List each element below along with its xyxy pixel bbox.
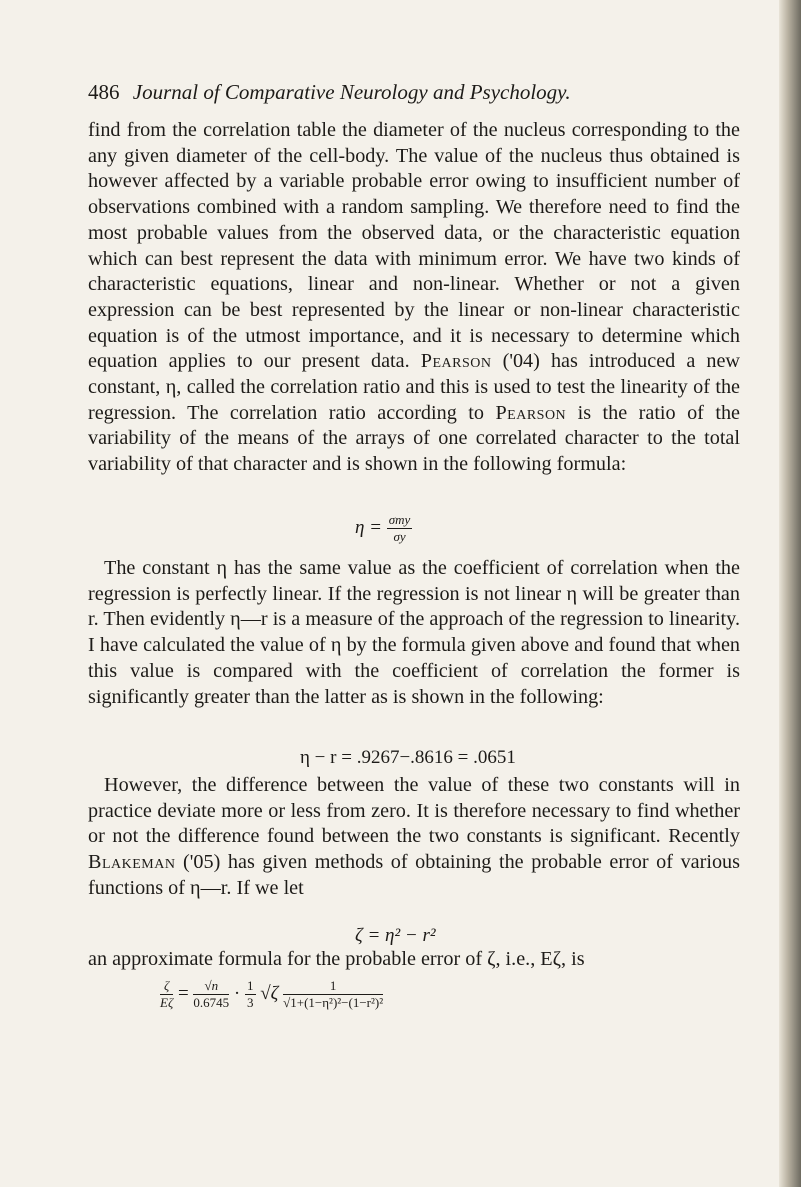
eq4-c-num: 1 — [247, 978, 254, 993]
paragraph-2: The constant η has the same value as the coefficient of correlation when the regression is perfectly linear. If the regression is not linear η will be greater than r. Then evidently η—r is a measure of the approach of the regression to linearity. I have calculated the value of η by the formula given above and found that when this value is compared with the coefficient of correlation the former is significantly greater than the latter as is shown in the following: — [88, 557, 740, 708]
page-number: 486 — [88, 80, 120, 104]
eq4-sqrt-zeta: √ζ — [260, 982, 279, 1004]
eq4-lhs-den: Eζ — [160, 995, 174, 1010]
eq4-e-num: 1 — [283, 978, 383, 995]
journal-title: Journal of Comparative Neurology and Psychology. — [132, 80, 571, 104]
eq4-equals: = — [177, 982, 189, 1004]
author-pearson-1: Pearson — [420, 350, 492, 373]
author-pearson-2: Pearson — [495, 401, 567, 424]
eq4-c-den: 3 — [247, 995, 254, 1010]
paragraph-3 — [88, 773, 740, 902]
eq1-numerator: σmy — [388, 512, 411, 527]
body-text-2 — [88, 556, 740, 710]
eq1-fraction — [387, 512, 413, 545]
eq1-denominator: σy — [393, 529, 406, 544]
eq4-dot: · — [233, 982, 241, 1004]
equation-zeta: ζ = η² − r² — [355, 925, 436, 946]
paragraph-3-text: However, the difference between the value of these two constants will in practice deviate more or less from zero. It is therefore necessary to find whether or not the difference found between the two constants is significant. Recently — [88, 774, 740, 848]
eq4-a-den: 0.6745 — [193, 995, 230, 1010]
eq4-lhs — [160, 978, 173, 1011]
body-text-4 — [88, 947, 740, 973]
eq4-a-num: √n — [193, 978, 229, 995]
equation-difference: η − r = .9267−.8616 = .0651 — [300, 747, 516, 768]
paragraph-1 — [88, 118, 740, 478]
eq1-lhs: η = — [355, 516, 382, 538]
body-text-1 — [88, 118, 740, 478]
eq4-lhs-num: ζ — [160, 978, 173, 995]
page-edge-shadow — [779, 0, 801, 1187]
eq4-term-a — [193, 978, 229, 1011]
body-text-3 — [88, 773, 740, 902]
paragraph-4: an approximate formula for the probable error of ζ, i.e., Eζ, is — [88, 948, 585, 970]
eq4-term-e — [283, 978, 383, 1011]
eq4-term-c — [245, 978, 256, 1011]
running-header — [88, 80, 708, 105]
paragraph-1-cont-2: is the ratio of the variability of the means of the arrays of one correlated character to the total variability of that character and is shown in the following formula: — [88, 401, 741, 476]
paragraph-1-cont: ('04) has introduced a new constant, η, called the correlation ratio and this is used to test the linearity of the regression. The correlation ratio according to — [88, 350, 741, 424]
author-blakeman: Blakeman — [88, 851, 176, 874]
equation-probable-error — [160, 978, 383, 1011]
paragraph-3-cont: ('05) has given methods of obtaining the probable error of various functions of η—r. If we let — [88, 851, 740, 899]
eq4-e-den: √1+(1−η²)²−(1−r²)² — [283, 995, 384, 1010]
equation-eta — [355, 512, 412, 545]
paragraph-1-text: find from the correlation table the diameter of the nucleus corresponding to the any given diameter of the cell-body. The value of the nucleus thus obtained is however affected by a variable probable error owing to insufficient number of observations combined with a random sampling. We therefore need to find the most probable values from the observed data, or the characteristic equation which can best represent the data with minimum error. We have two kinds of characteristic equations, linear and non-linear. Whether or not a given expression can be best represented by the linear or non-linear characteristic equation is of the utmost importance, and it is necessary to determine which equation applies to our present data. — [88, 119, 740, 373]
